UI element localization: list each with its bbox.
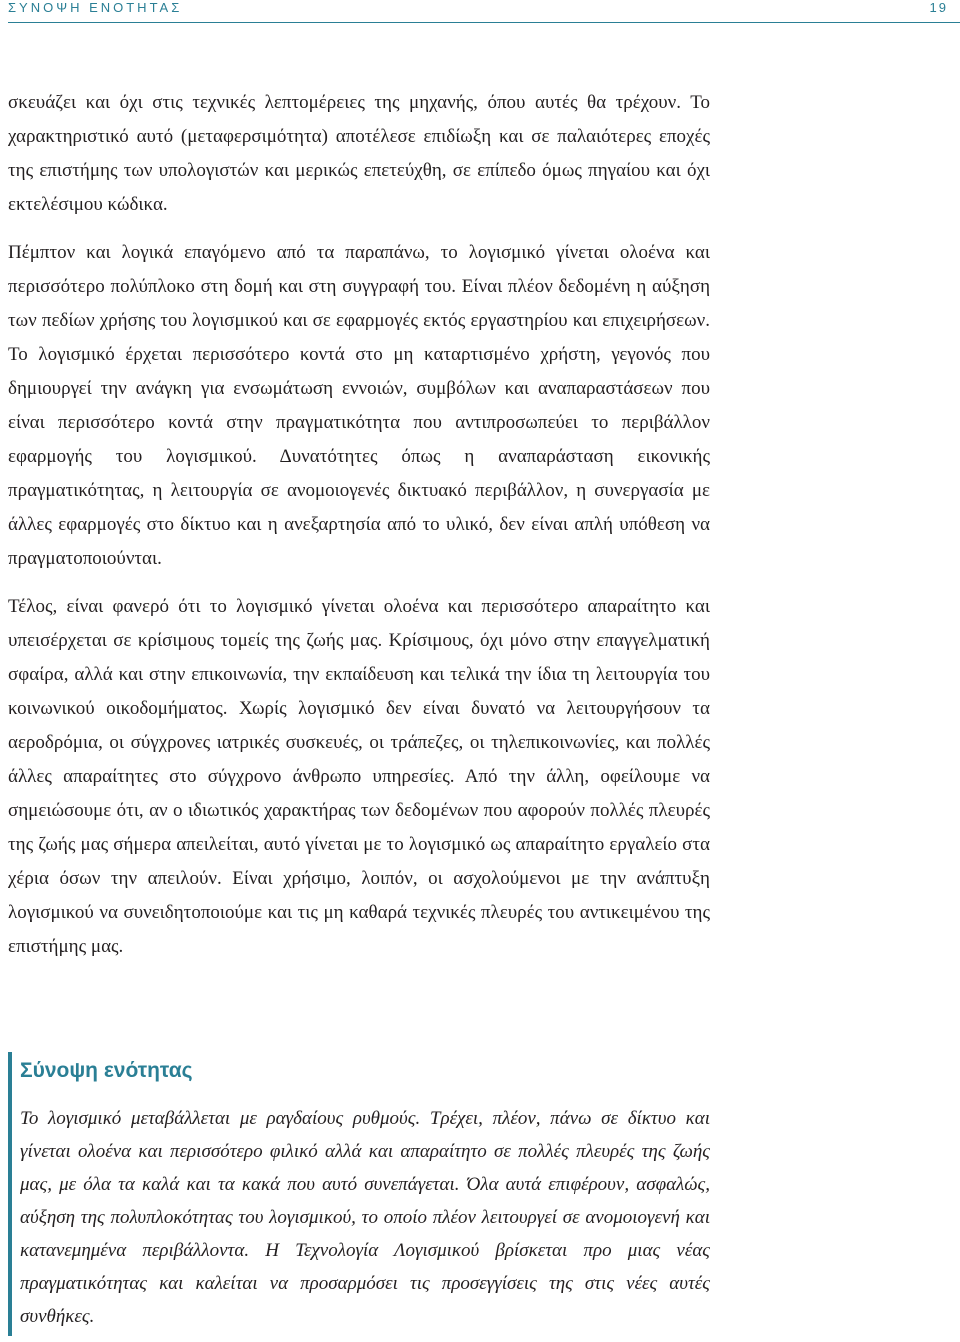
paragraph-complexity: Πέμπτον και λογικά επαγόμενο από τα παραπάνω, το λογισμικό γίνεται ολοένα και περισσότερο πολύπλοκο στη δομή και στη συγγραφή του. Είναι πλέον δεδομένη η αύξηση των πεδίων χρήσης του λογισμικού και σε εφαρμογές εκτός εργαστηρίου και επιχειρήσεων. Το λογισμικό έρχεται περισσότερο κοντά στο μη καταρτισμένο χρήστη, γεγονός που δημιουργεί την ανάγκη για ενσωμάτωση εννοιών, συμβόλων και αναπαραστάσεων που είναι περισσότερο κοντά στην πραγματικότητα που αντιπροσωπεύει το περιβάλλον εφαρμογής του λογισμικού. Δυνατότητες όπως η αναπαράσταση εικονικής πραγματικότητας, η λειτουργία σε ανομοιογενές δικτυακό περιβάλλον, η συνεργασία με άλλες εφαρμογές στο δίκτυο και η ανεξαρτησία από το υλικό, δεν είναι απλή υπόθεση να πραγματοποιούνται. xyxy=(8,242,710,569)
header-rule xyxy=(8,22,960,23)
page-number: 19 xyxy=(929,0,948,15)
running-header xyxy=(8,0,948,22)
summary-heading: Σύνοψη ενότητας xyxy=(20,1059,193,1082)
running-title: ΣΥΝΟΨΗ ΕΝΟΤΗΤΑΣ xyxy=(8,0,183,15)
body-text xyxy=(8,86,710,964)
paragraph-criticality: Τέλος, είναι φανερό ότι το λογισμικό γίνεται ολοένα και περισσότερο απαραίτητο και υπεισέρχεται σε κρίσιμους τομείς της ζωής μας. Κρίσιμους, όχι μόνο στην επαγγελματική σφαίρα, αλλά και στην επικοινωνία, την εκπαίδευση και τελικά την ίδια τη λειτουργία του κοινωνικού οικοδομήματος. Χωρίς λογισμικό δεν είναι δυνατό να λειτουργήσουν τα αεροδρόμια, οι σύγχρονες ιατρικές συσκευές, οι τράπεζες, οι τηλεπικοινωνίες, και πολλές άλλες απαραίτητες στο σύγχρονο άνθρωπο υπηρεσίες. Από την άλλη, οφείλουμε να σημειώσουμε ότι, αν ο ιδιωτικός χαρακτήρας των δεδομένων που αφορούν πολλές πλευρές της ζωής μας σήμερα απειλείται, αυτό γίνεται με το λογισμικό ως απαραίτητο εργαλείο στα χέρια όσων την απειλούν. Είναι χρήσιμο, λοιπόν, οι ασχολούμενοι με την ανάπτυξη λογισμικού να συνειδητοποιούμε και τις μη καθαρά τεχνικές πλευρές του αντικειμένου της επιστήμης μας. xyxy=(8,596,710,957)
summary-text: Το λογισμικό μεταβάλλεται με ραγδαίους ρυθμούς. Τρέχει, πλέον, πάνω σε δίκτυο και γίνεται ολοένα και περισσότερο φιλικό αλλά και απαραίτητο σε πολλές πλευρές της ζωής μας, με όλα τα καλά και τα κακά που αυτό συνεπάγεται. Όλα αυτά επιφέρουν, ασφαλώς, αύξηση της πολυπλοκότητας του λογισμικού, το οποίο πλέον λειτουργεί σε ανομοιογενή και κατανεμημένα περιβάλλοντα. Η Τεχνολογία Λογισμικού βρίσκεται προ μιας νέας πραγματικότητας και καλείται να προσαρμόσει τις προσεγγίσεις της στις νέες αυτές συνθήκες. xyxy=(20,1108,710,1327)
summary-accent-bar xyxy=(8,1052,12,1336)
section-summary xyxy=(8,1048,710,1333)
paragraph-portability: σκευάζει και όχι στις τεχνικές λεπτομέρειες της μηχανής, όπου αυτές θα τρέχουν. Το χαρακτηριστικό αυτό (μεταφερσιμότητα) αποτέλεσε επιδίωξη και σε παλαιότερες εποχές της επιστήμης των υπολογιστών και μερικώς επετεύχθη, σε επίπεδο όμως πηγαίου και όχι εκτελέσιμου κώδικα. xyxy=(8,92,710,215)
